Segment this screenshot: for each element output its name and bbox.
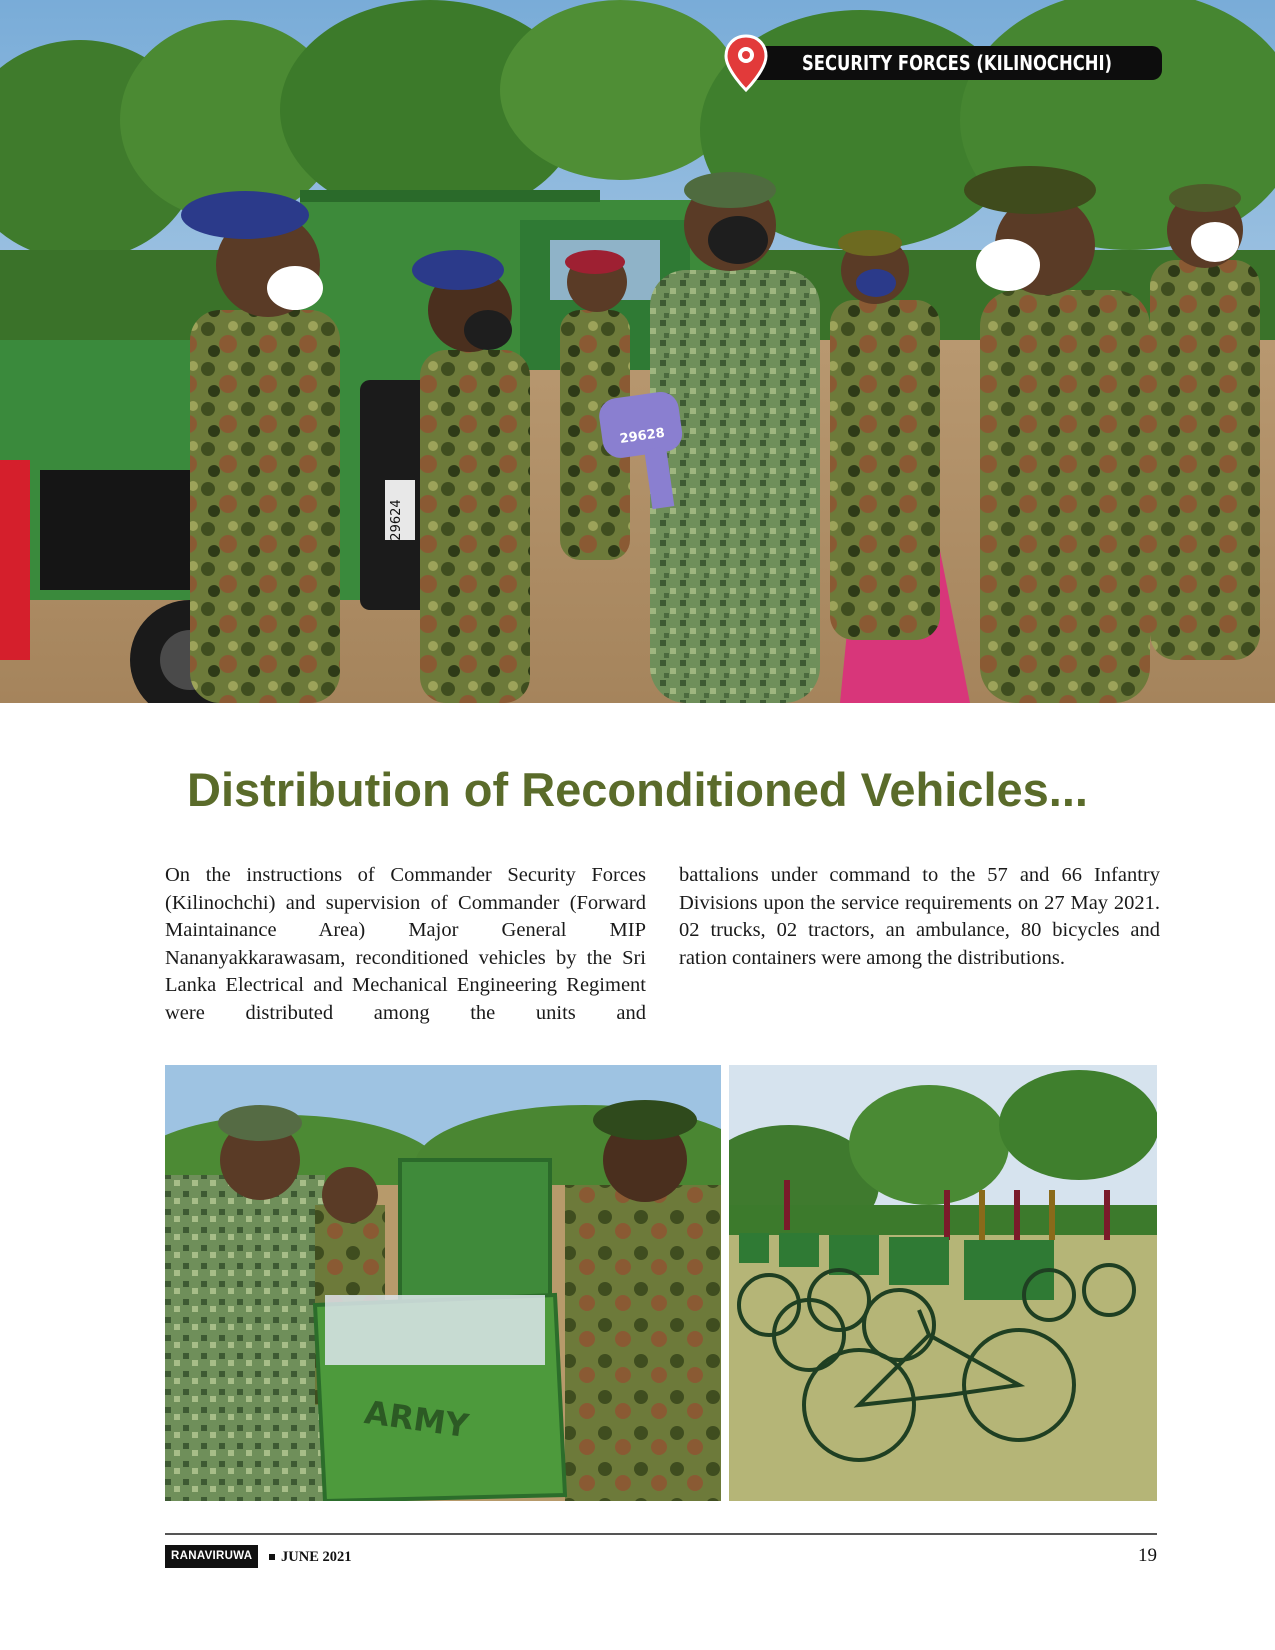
publication-brand: RANAVIRUWA	[165, 1545, 258, 1568]
location-pin-icon	[724, 34, 768, 92]
issue-info	[269, 1548, 352, 1566]
army-box-text: ARMY	[362, 1393, 471, 1446]
section-tag-label: SECURITY FORCES (KILINOCHCHI)	[802, 51, 1113, 75]
section-tag	[724, 34, 1162, 92]
body-column-left: On the instructions of Commander Security Forces (Kilinochchi) and supervision of Commander (Forward Maintainance Area) Major General MIP Nananyakkarawasam, reconditioned vehicles by the Sri Lanka Electrical and Mechanical Engineering Regiment were distributed among the units and	[165, 864, 646, 1024]
hero-photo	[0, 0, 1275, 703]
photo-ration-container-inspection	[165, 1065, 721, 1501]
body-column-right: battalions under command to the 57 and 66 Infantry Divisions upon the service requirements on 27 May 2021. 02 trucks, 02 tractors, an ambulance, 80 bicycles and ration containers were among the distributions.	[679, 864, 1160, 969]
photo-right-illustration	[729, 1065, 1157, 1501]
page-number: 19	[1138, 1545, 1157, 1566]
article-headline: Distribution of Reconditioned Vehicles...	[187, 763, 1088, 816]
key-tag-number: 29628	[618, 425, 666, 447]
photo-bicycles-field	[729, 1065, 1157, 1501]
hero-photo-illustration	[0, 0, 1275, 703]
issue-date: JUNE 2021	[281, 1548, 352, 1565]
photo-left-illustration	[165, 1065, 721, 1501]
bullet-icon	[269, 1554, 275, 1560]
footer-rule	[165, 1533, 1157, 1535]
tractor-plate: 29624	[389, 499, 404, 541]
